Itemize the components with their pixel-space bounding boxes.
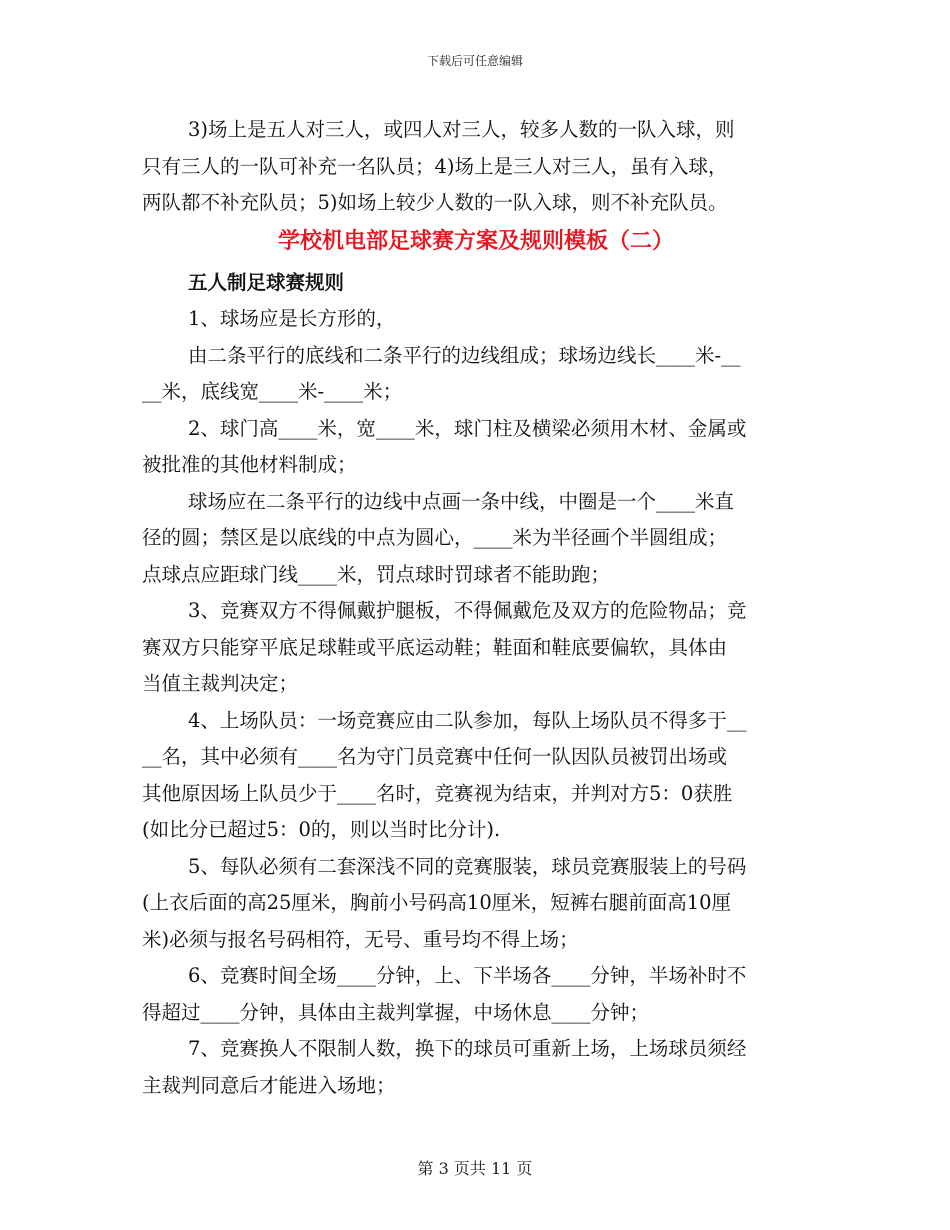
- rule-5-line: (上衣后面的高25厘米，胸前小号码高10厘米，短裤右腿前面高10厘: [142, 891, 732, 914]
- page-footer: 第 3 页共 11 页: [417, 1159, 533, 1178]
- rule-2-detail-line: 径的圆；禁区是以底线的中点为圆心，____米为半径画个半圆组成；: [142, 526, 728, 549]
- rule-6-line: 得超过____分钟，具体由主裁判掌握，中场休息____分钟；: [142, 1000, 650, 1024]
- rule-2-line: 2、球门高____米，宽____米，球门柱及横梁必须用木材、金属或: [188, 416, 747, 440]
- rule-3-line: 当值主裁判决定；: [142, 672, 299, 695]
- rule-3-line: 赛双方只能穿平底足球鞋或平底运动鞋；鞋面和鞋底要偏软，具体由: [142, 635, 728, 659]
- rule-2-detail-line: 球场应在二条平行的边线中点画一条中线，中圈是一个____米直: [188, 489, 735, 513]
- paragraph-line: 3)场上是五人对三人，或四人对三人，较多人数的一队入球，则: [188, 118, 735, 141]
- page-header: 下载后可任意编辑: [426, 54, 523, 68]
- rule-4-line: 4、上场队员：一场竞赛应由二队参加，每队上场队员不得多于__: [188, 708, 747, 732]
- rule-2-detail-line: 点球点应距球门线____米，罚点球时罚球者不能助跑；: [142, 562, 611, 586]
- rule-5-line: 5、每队必须有二套深浅不同的竞赛服装，球员竞赛服装上的号码: [188, 854, 747, 878]
- rule-4-line: 其他原因场上队员少于____名时，竞赛视为结束，并判对方5：0获胜: [142, 781, 733, 805]
- paragraph-line: 只有三人的一队可补充一名队员；4)场上是三人对三人，虽有入球，: [142, 154, 728, 178]
- rule-7-line: 主裁判同意后才能进入场地；: [142, 1073, 396, 1097]
- section-title: 学校机电部足球赛方案及规则模板（二）: [277, 228, 674, 254]
- rule-7-line: 7、竞赛换人不限制人数，换下的球员可重新上场，上场球员须经: [188, 1037, 747, 1060]
- rule-1-line: 1、球场应是长方形的，: [188, 307, 396, 330]
- rule-3-line: 3、竞赛双方不得佩戴护腿板，不得佩戴危及双方的危险物品；竞: [188, 599, 747, 622]
- rule-1-detail-line: __米，底线宽____米-____米；: [142, 380, 403, 403]
- rule-4-line: (如比分已超过5：0的，则以当时比分计).: [142, 818, 520, 841]
- rule-4-line: __名，其中必须有____名为守门员竞赛中任何一队因队员被罚出场或: [142, 745, 728, 768]
- paragraph-line: 两队都不补充队员；5)如场上较少人数的一队入球，则不补充队员。: [142, 191, 728, 214]
- rule-6-line: 6、竞赛时间全场____分钟，上、下半场各____分钟，半场补时不: [188, 964, 747, 987]
- rule-5-line: 米)必须与报名号码相符，无号、重号均不得上场；: [142, 927, 579, 951]
- rule-2-line: 被批准的其他材料制成；: [142, 453, 357, 476]
- rule-1-detail-line: 由二条平行的底线和二条平行的边线组成；球场边线长____米-__: [188, 343, 741, 367]
- subheading: 五人制足球赛规则: [188, 270, 345, 294]
- document-body: [142, 112, 810, 1104]
